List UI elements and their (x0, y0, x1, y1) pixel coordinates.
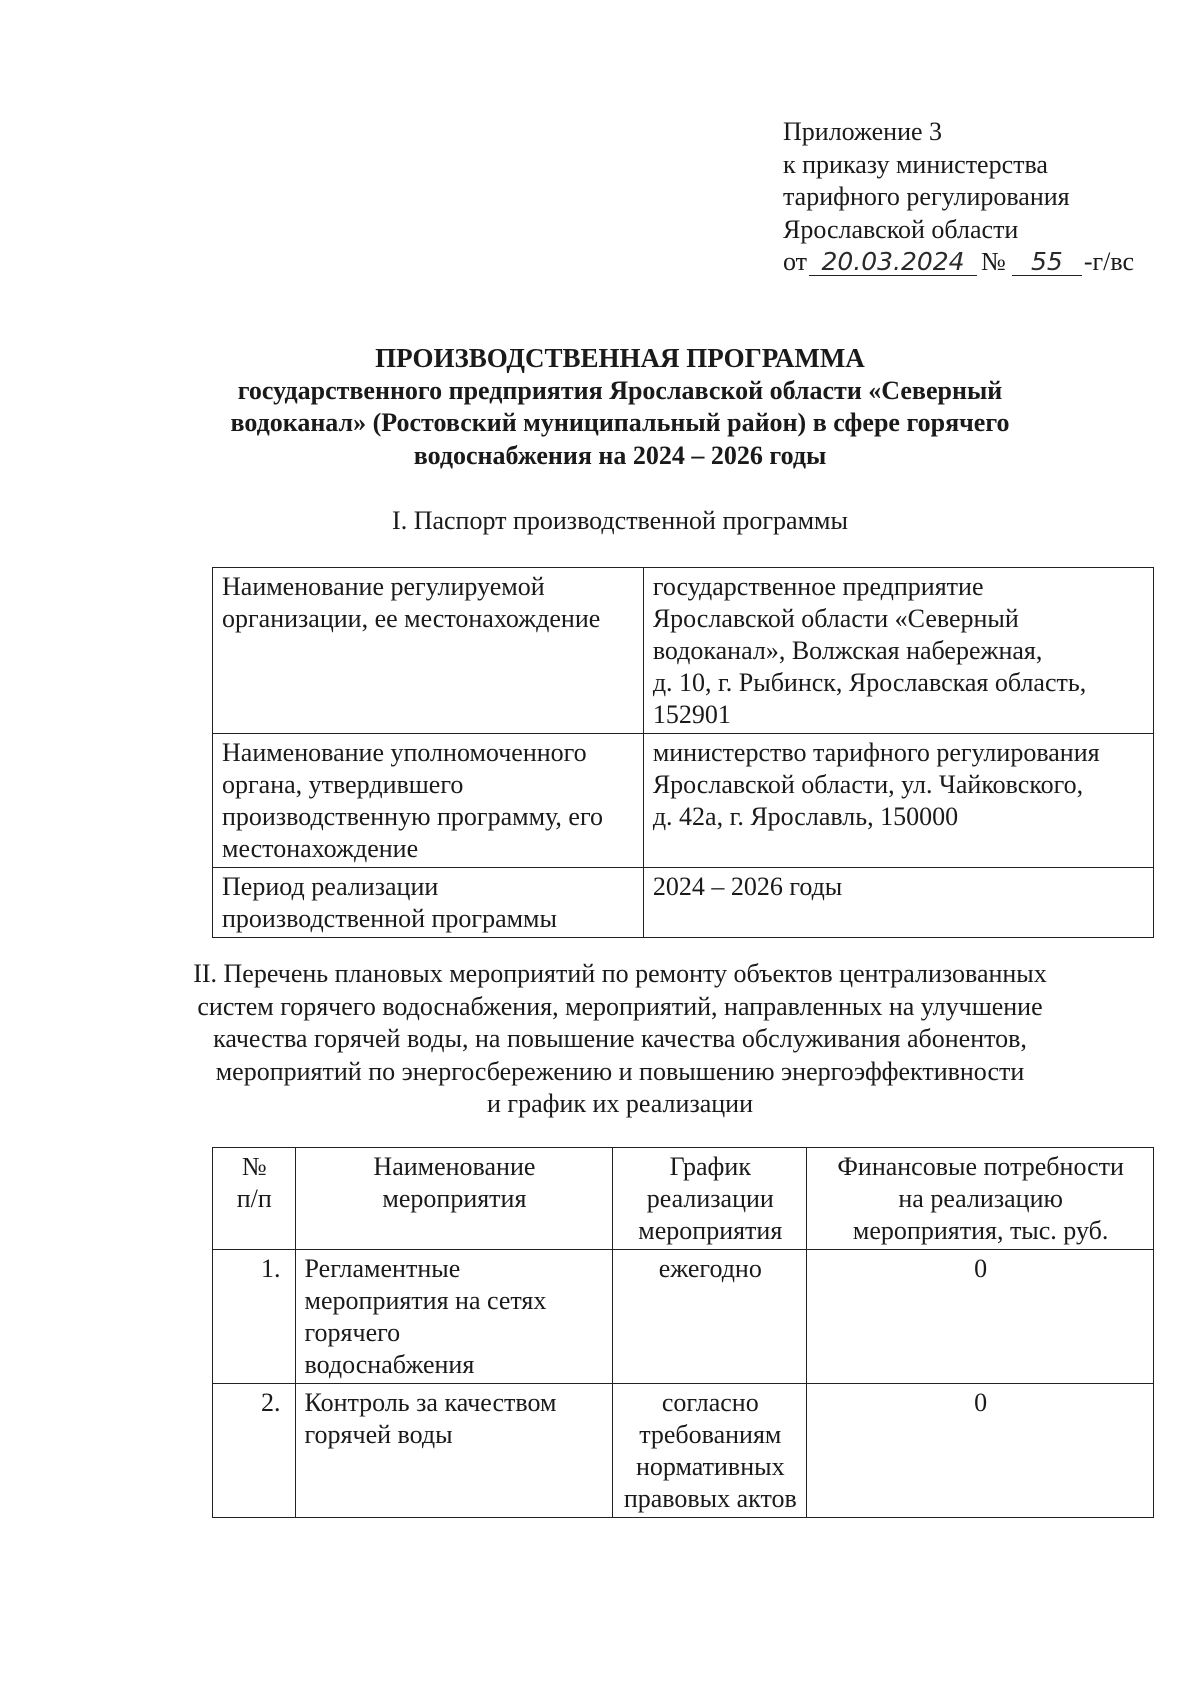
title-line: водоканал» (Ростовский муниципальный район) в сфере горячего (230, 408, 1010, 437)
schedule-line: согласно (661, 1388, 759, 1417)
measures-header-row (213, 1148, 1154, 1250)
column-header-line: График (669, 1152, 751, 1181)
passport-value-cell (643, 734, 1153, 868)
column-header-name (295, 1148, 613, 1250)
passport-label-cell (213, 868, 644, 938)
passport-label-line: Наименование регулируемой (222, 572, 545, 601)
title-line: водоснабжения на 2024 – 2026 годы (413, 440, 827, 470)
handwritten-order-number: 55 (1012, 249, 1082, 276)
measure-name-line: мероприятия на сетях (304, 1286, 547, 1315)
measures-table (212, 1147, 1154, 1518)
passport-value-line: Ярославской области, ул. Чайковского, (652, 770, 1084, 799)
section-2-heading-line: качества горячей воды, на повышение качества обслуживания абонентов, (213, 1024, 1027, 1053)
schedule-line: нормативных (635, 1452, 785, 1481)
passport-value-cell (643, 868, 1153, 938)
measure-name-line: горячей воды (304, 1420, 453, 1449)
passport-table (212, 567, 1154, 938)
measure-name-line: Контроль за качеством (304, 1388, 557, 1417)
passport-row (213, 868, 1154, 938)
column-header-line: Финансовые потребности (837, 1152, 1124, 1181)
passport-value-cell (643, 568, 1153, 734)
measure-name-line: Регламентные (304, 1254, 461, 1283)
measure-name-cell (295, 1250, 613, 1384)
title-main: ПРОИЗВОДСТВЕННАЯ ПРОГРАММА (375, 343, 865, 373)
table-row (213, 1384, 1154, 1518)
passport-value-line: д. 10, г. Рыбинск, Ярославская область, (652, 668, 1087, 697)
passport-label-line: органа, утвердившего (222, 770, 464, 799)
passport-label-cell (213, 734, 644, 868)
column-header-finance (807, 1148, 1154, 1250)
passport-value-line: Ярославской области «Северный (652, 604, 1019, 633)
passport-value-line: 2024 – 2026 годы (652, 872, 843, 901)
passport-label-line: Период реализации (222, 872, 439, 901)
finance-cell: 0 (807, 1250, 1154, 1384)
schedule-line: ежегодно (658, 1254, 762, 1283)
column-header-line: реализации (646, 1184, 774, 1213)
table-row (213, 1250, 1154, 1384)
column-header-line: Наименование (373, 1152, 536, 1181)
passport-label-line: производственной программы (222, 904, 557, 933)
column-header-line: п/п (236, 1184, 272, 1213)
order-number-suffix: -г/вс (1083, 247, 1135, 276)
passport-label-line: Наименование уполномоченного (222, 738, 587, 767)
passport-value-line: государственное предприятие (652, 572, 984, 601)
passport-row (213, 568, 1154, 734)
section-2-heading-line: мероприятий по энергосбережению и повышению энергоэффективности (215, 1056, 1025, 1086)
document-title (200, 342, 1040, 472)
passport-value-line: 152901 (652, 700, 731, 729)
section-2-heading-line: систем горячего водоснабжения, мероприятий, направленных на улучшение (197, 991, 1043, 1021)
title-line: государственного предприятия Ярославской области «Северный (237, 375, 1003, 405)
order-date-number-line (783, 246, 1163, 279)
passport-label-line: производственную программу, его (222, 802, 603, 831)
section-2-heading-line: II. Перечень плановых мероприятий по ремонту объектов централизованных (193, 959, 1047, 988)
appendix-line: тарифного регулирования (783, 182, 1070, 211)
appendix-line: Приложение 3 (783, 117, 943, 146)
schedule-line: правовых актов (623, 1484, 797, 1513)
passport-value-line: водоканал», Волжская набережная, (652, 636, 1043, 665)
column-header-line: мероприятия (382, 1184, 527, 1213)
schedule-cell (613, 1250, 807, 1384)
column-header-line: № (241, 1152, 267, 1181)
passport-label-line: организации, ее местонахождение (222, 604, 601, 633)
passport-label-line: местонахождение (222, 834, 419, 863)
handwritten-order-date: 20.03.2024 (809, 249, 977, 276)
passport-value-line: министерство тарифного регулирования (652, 738, 1100, 767)
row-number-cell: 1. (213, 1250, 296, 1384)
appendix-line: Ярославской области (783, 214, 1019, 244)
column-header-number (213, 1148, 296, 1250)
passport-value-line: д. 42а, г. Ярославль, 150000 (652, 802, 959, 831)
passport-label-cell (213, 568, 644, 734)
schedule-cell (613, 1384, 807, 1518)
order-date-prefix: от (783, 247, 808, 276)
column-header-line: мероприятия (638, 1216, 783, 1245)
measure-name-line: горячего (304, 1318, 401, 1347)
column-header-schedule (613, 1148, 807, 1250)
appendix-line: к приказу министерства (783, 149, 1048, 179)
passport-row (213, 734, 1154, 868)
measure-name-cell (295, 1384, 613, 1518)
row-number-cell: 2. (213, 1384, 296, 1518)
finance-cell: 0 (807, 1384, 1154, 1518)
measure-name-line: водоснабжения (304, 1350, 475, 1379)
section-2-heading-line: и график их реализации (487, 1089, 753, 1118)
order-number-sign: № (981, 247, 1006, 276)
schedule-line: требованиям (639, 1420, 782, 1449)
section-2-heading (160, 958, 1080, 1121)
column-header-line: на реализацию (898, 1184, 1063, 1213)
column-header-line: мероприятия, тыс. руб. (852, 1216, 1109, 1245)
appendix-block (783, 116, 1163, 279)
section-1-heading: I. Паспорт производственной программы (392, 506, 848, 535)
